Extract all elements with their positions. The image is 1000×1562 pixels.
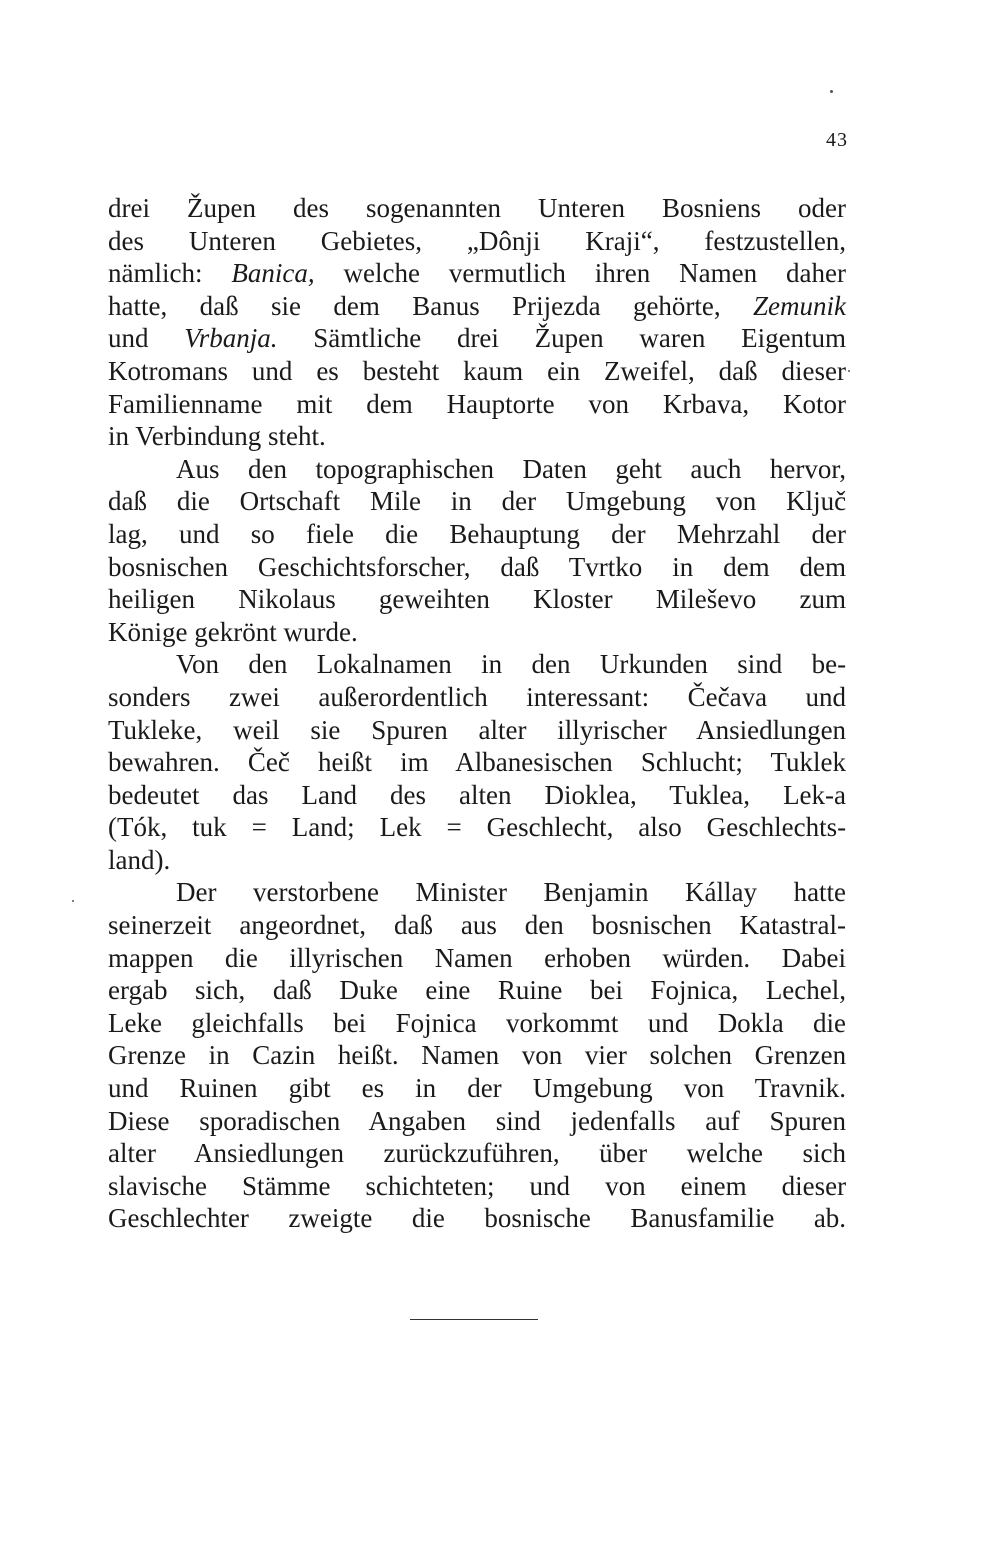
text-line: Von den Lokalnamen in den Urkunden sind be- [176, 649, 847, 680]
text-line: drei Župen des sogenannten Unteren Bosniens oder [108, 193, 846, 223]
text-line: (Tók, tuk = Land; Lek = Geschlecht, also Geschlechts- [108, 812, 847, 843]
text-line: seinerzeit angeordnet, daß aus den bosnischen Katastral- [108, 910, 846, 941]
text-line: und Vrbanja. Sämtliche drei Župen waren Eigentum [108, 323, 847, 354]
print-speck [72, 900, 74, 902]
text-line: Der verstorbene Minister Benjamin Kállay hatte [176, 877, 847, 908]
body-text [108, 192, 846, 1235]
text-line: Kotromans und es besteht kaum ein Zweifel, daß dieser [108, 355, 846, 386]
text-line: Familienname mit dem Hauptorte von Krbava, Kotor [108, 388, 847, 419]
print-speck [830, 90, 833, 93]
text-line: ergab sich, daß Duke eine Ruine bei Fojnica, Lechel, [108, 975, 847, 1006]
text-line: Könige gekrönt wurde. [108, 616, 358, 647]
text-line: Grenze in Cazin heißt. Namen von vier solchen Grenzen [108, 1040, 847, 1071]
text-line: alter Ansiedlungen zurückzuführen, über welche sich [108, 1138, 846, 1169]
text-line: land). [108, 844, 171, 875]
text-line: des Unteren Gebietes, „Dônji Kraji“, festzustellen, [108, 225, 847, 256]
print-speck [848, 370, 850, 372]
text-line: Diese sporadischen Angaben sind jedenfalls auf Spuren [108, 1105, 846, 1136]
text-line: Leke gleichfalls bei Fojnica vorkommt und Dokla die [108, 1007, 847, 1038]
text-line: Aus den topographischen Daten geht auch hervor, [176, 453, 847, 484]
text-line: hatte, daß sie dem Banus Prijezda gehörte, Zemunik [108, 290, 847, 321]
text-line: Geschlechter zweigte die bosnische Banusfamilie ab. [108, 1203, 847, 1234]
text-line: Tukleke, weil sie Spuren alter illyrischer Ansiedlungen [108, 714, 847, 745]
text-line: bosnischen Geschichtsforscher, daß Tvrtko in dem dem [108, 551, 847, 582]
text-line: lag, und so fiele die Behauptung der Mehrzahl der [108, 518, 847, 549]
text-line: in Verbindung steht. [108, 421, 326, 452]
text-line: sonders zwei außerordentlich interessant: Čečava und [108, 681, 847, 712]
text-line: bewahren. Čeč heißt im Albanesischen Schlucht; Tuklek [108, 747, 847, 778]
text-line: heiligen Nikolaus geweihten Kloster Mileševo zum [108, 584, 847, 615]
text-line: und Ruinen gibt es in der Umgebung von Travnik. [108, 1073, 847, 1104]
text-line: slavische Stämme schichteten; und von einem dieser [108, 1170, 847, 1201]
text-line: daß die Ortschaft Mile in der Umgebung von Ključ [108, 486, 847, 517]
page-number: 43 [826, 129, 848, 151]
text-line: nämlich: Banica, welche vermutlich ihren Namen daher [108, 258, 846, 289]
text-line: bedeutet das Land des alten Dioklea, Tuklea, Lek-a [108, 779, 847, 810]
closing-rule [410, 1319, 538, 1320]
text-line: mappen die illyrischen Namen erhoben würden. Dabei [108, 942, 847, 973]
